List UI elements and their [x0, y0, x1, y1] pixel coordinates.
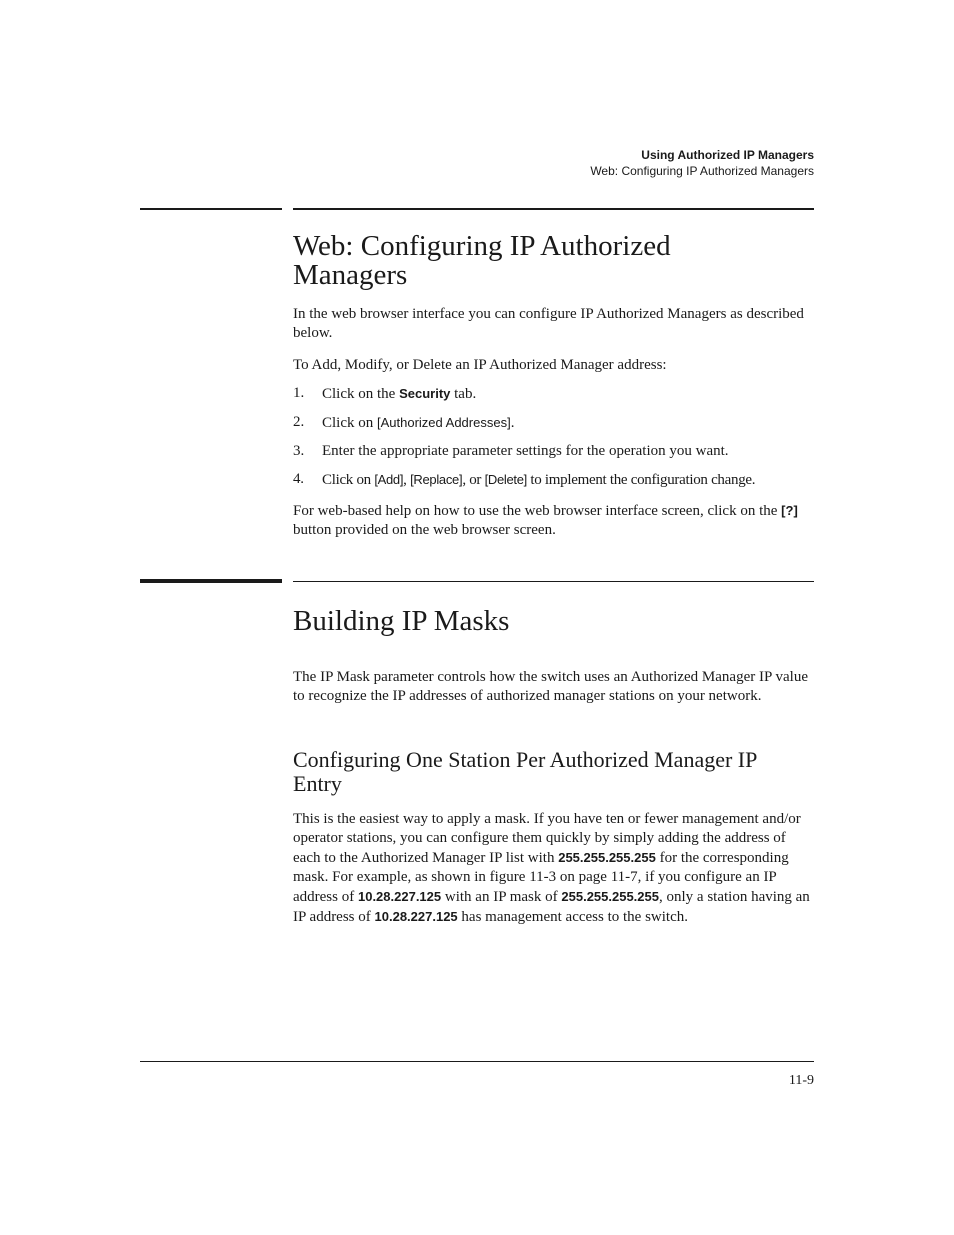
step-number: 2. [293, 414, 305, 430]
footer-rule [140, 1061, 814, 1062]
masks-intro-paragraph: The IP Mask parameter controls how the switch uses an Authorized Manager IP value to recognize the IP addresses of authorized manager stations on your network. [293, 669, 808, 704]
running-header-chapter: Using Authorized IP Managers [641, 148, 814, 162]
intro-paragraph: In the web browser interface you can configure IP Authorized Managers as described below. [293, 306, 804, 341]
section-title-line2: Managers [293, 259, 408, 291]
step-text: Click on [322, 415, 377, 431]
body-text: , only a station having an IP address of [293, 889, 810, 925]
step-number: 3. [293, 443, 305, 459]
subsection-title: Configuring One Station Per Authorized Manager IP Entry [293, 747, 757, 796]
step-item [293, 413, 823, 433]
section-title-building-ip-masks: Building IP Masks [293, 605, 510, 637]
section-title-web-config [293, 232, 813, 290]
step-text: , or [462, 472, 485, 488]
help-text: button provided on the web browser screen. [293, 522, 556, 538]
steps-list [293, 384, 823, 499]
body-text: with an IP mask of [441, 889, 562, 905]
step-text: Click on [322, 472, 375, 488]
step-text: Click on the [322, 386, 400, 402]
add-label: [Add] [374, 472, 404, 487]
help-button-label: [?] [781, 503, 798, 518]
step-item [293, 442, 823, 461]
help-paragraph [293, 501, 813, 540]
body-text: has management access to the switch. [457, 909, 688, 925]
help-text: For web-based help on how to use the web browser interface screen, click on the [293, 503, 782, 519]
section-title-line1: Web: Configuring IP Authorized [293, 230, 671, 262]
step-text: tab. [450, 386, 477, 402]
delete-label: [Delete] [484, 472, 527, 487]
step-item [293, 470, 823, 490]
ip-address-value: 10.28.227.125 [357, 889, 442, 904]
body-text: for the corresponding mask. For example, as shown in figure 11-3 on page 11-7, if you configure an IP address of [293, 850, 789, 905]
security-tab-label: Security [399, 386, 451, 401]
page-number: 11-9 [788, 1073, 814, 1088]
body-text: This is the easiest way to apply a mask. If you have ten or fewer management and/or operator stations, you can configure them quickly by simply adding the address of each to the Authorized Manager IP list with [293, 811, 801, 866]
step-number: 1. [293, 385, 305, 401]
section-rule-right [293, 581, 814, 582]
section-rule-left-thick [140, 579, 282, 583]
step-item [293, 384, 823, 404]
running-header [590, 147, 814, 179]
replace-label: [Replace] [410, 472, 463, 487]
step-text: Enter the appropriate parameter settings for the operation you want. [322, 443, 729, 459]
step-text: . [510, 415, 515, 431]
step-text: , [403, 472, 411, 488]
mask-value: 255.255.255.255 [561, 889, 659, 904]
step-number: 4. [293, 471, 304, 487]
authorized-addresses-label: [Authorized Addresses] [377, 415, 511, 430]
step-text: to implement the configuration change. [526, 472, 756, 488]
running-header-section: Web: Configuring IP Authorized Managers [590, 164, 814, 178]
mask-value: 255.255.255.255 [558, 850, 656, 865]
subsection-body-paragraph [293, 810, 813, 927]
ip-address-value: 10.28.227.125 [374, 909, 458, 924]
lead-paragraph: To Add, Modify, or Delete an IP Authorized Manager address: [293, 357, 667, 373]
section-rule-right [293, 208, 814, 210]
section-rule-left [140, 208, 282, 210]
